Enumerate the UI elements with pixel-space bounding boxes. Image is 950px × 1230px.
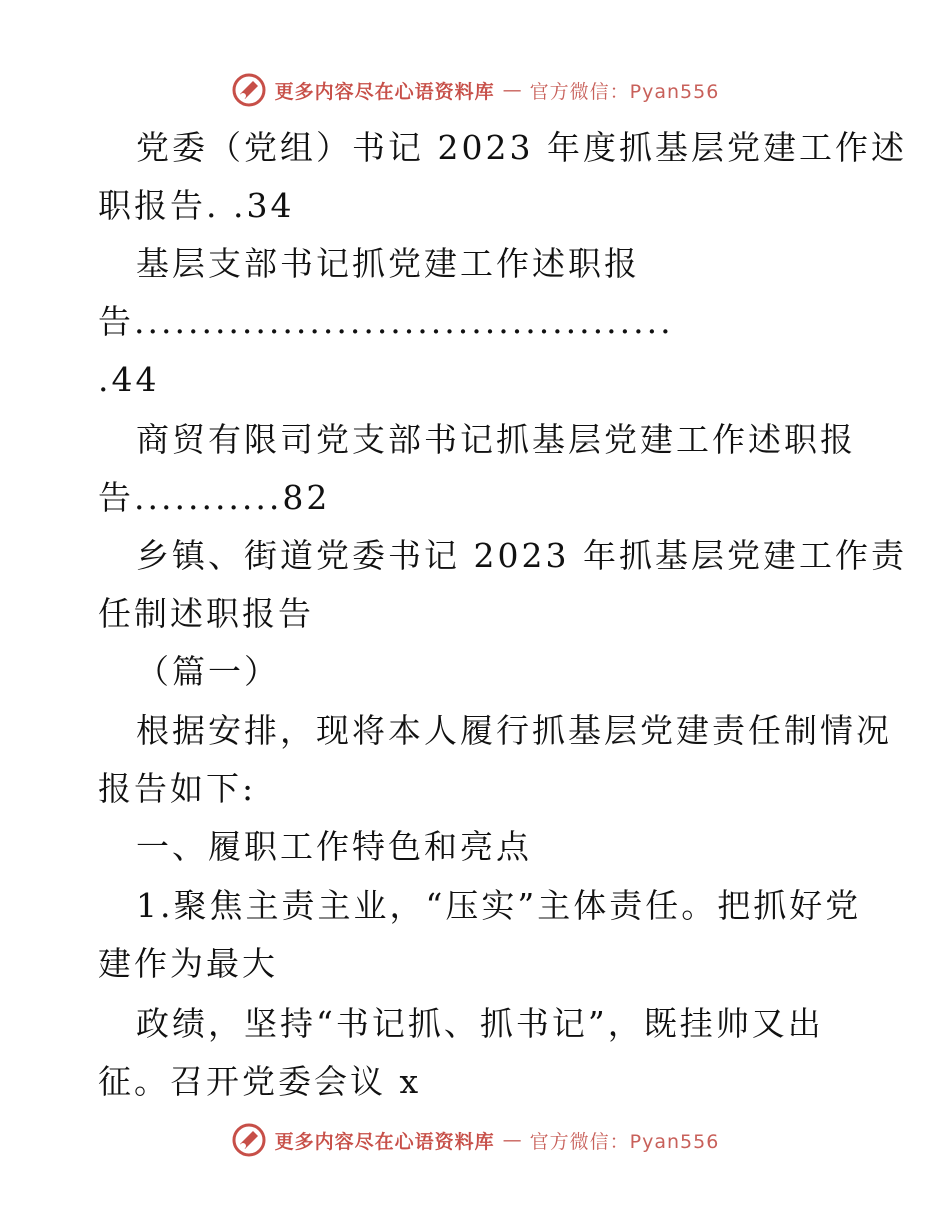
banner-brand: 更多内容尽在心语资料库 [274,80,495,103]
brand-logo-icon [231,1122,267,1158]
banner-brand: 更多内容尽在心语资料库 [274,1130,495,1153]
text-line: 告........................................ [98,302,674,341]
text-line: .44 [98,360,160,399]
banner-separator: — [502,79,522,101]
text-line: 征。召开党委会议 x [98,1062,422,1101]
text-line: 一、履职工作特色和亮点 [136,827,532,866]
text-line: 告...........82 [98,478,331,517]
text-line: 商贸有限司党支部书记抓基层党建工作述职报 [136,420,856,459]
text-line: 职报告. .34 [98,186,295,225]
brand-logo-icon [231,72,267,108]
text-line: 政绩，坚持“书记抓、抓书记”，既挂帅又出 [136,1004,824,1043]
text-line: 建作为最大 [98,944,278,983]
text-line: 任制述职报告 [98,594,314,633]
text-line: 1.聚焦主责主业，“压实”主体责任。把抓好党 [136,886,862,925]
text-line: 乡镇、街道党委书记 2023 年抓基层党建工作责 [136,536,907,575]
header-watermark [0,70,950,110]
footer-watermark [0,1120,950,1160]
text-line: 党委（党组）书记 2023 年度抓基层党建工作述 [136,128,907,167]
text-line: 基层支部书记抓党建工作述职报 [136,244,640,283]
banner-wechat: 官方微信：Pyan556 [529,80,720,103]
text-line: （篇一） [136,652,280,691]
banner-separator: — [502,1129,522,1151]
text-line: 报告如下: [98,769,257,808]
text-line: 根据安排，现将本人履行抓基层党建责任制情况 [136,711,892,750]
banner-wechat: 官方微信：Pyan556 [529,1130,720,1153]
